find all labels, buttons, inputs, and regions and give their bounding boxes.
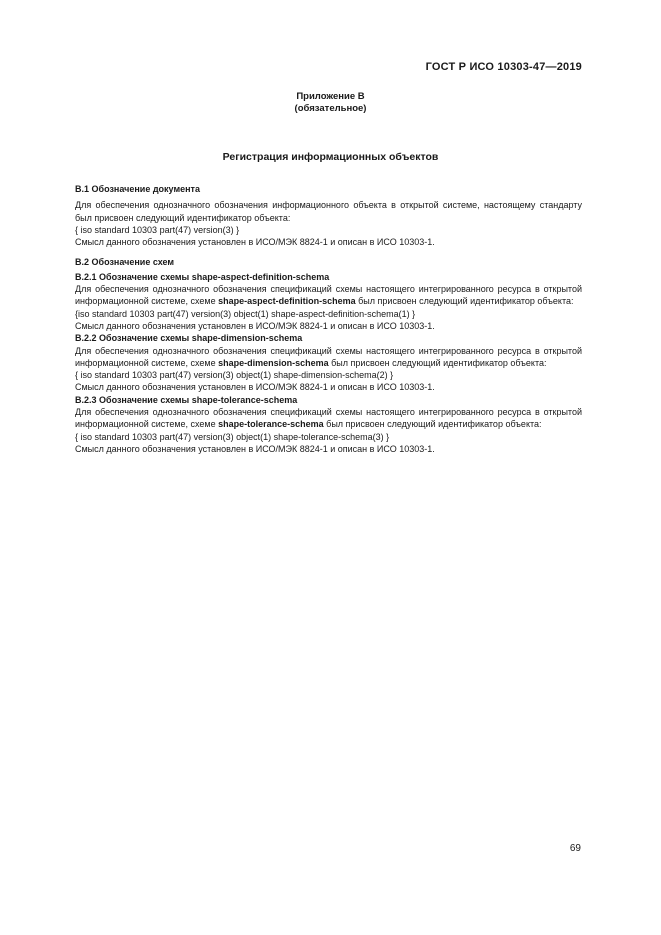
- section-b23-text: [75, 406, 582, 431]
- main-title: Регистрация информационных объектов: [222, 151, 439, 163]
- b23-schema-name: shape-tolerance-schema: [218, 419, 324, 430]
- section-b22-identifier: { iso standard 10303 part(47) version(3) object(1) shape-dimension-schema(2) }: [75, 370, 394, 381]
- b23-text-after: был присвоен следующий идентификатор объекта:: [323, 419, 542, 430]
- section-b21-meaning: Смысл данного обозначения установлен в ИСО/МЭК 8824-1 и описан в ИСО 10303-1.: [75, 320, 435, 331]
- annex-heading: [0, 91, 661, 115]
- section-b23-meaning: Смысл данного обозначения установлен в ИСО/МЭК 8824-1 и описан в ИСО 10303-1.: [75, 443, 435, 454]
- section-b21-identifier: {iso standard 10303 part(47) version(3) object(1) shape-aspect-definition-schema(1) }: [75, 308, 416, 319]
- document-number: ГОСТ Р ИСО 10303-47—2019: [425, 61, 582, 73]
- b23-text-before: Для обеспечения однозначного обозначения спецификаций схемы настоящего интегрированного ресурса в открытой информационной системе, схеме: [75, 407, 582, 430]
- section-b1-heading: B.1 Обозначение документа: [75, 184, 200, 194]
- section-b23-identifier: { iso standard 10303 part(47) version(3) object(1) shape-tolerance-schema(3) }: [75, 431, 390, 442]
- section-b23-heading: B.2.3 Обозначение схемы shape-tolerance-schema: [75, 394, 298, 405]
- section-b22-heading: B.2.2 Обозначение схемы shape-dimension-schema: [75, 333, 303, 344]
- b22-schema-name: shape-dimension-schema: [218, 357, 329, 368]
- section-b22-text: [75, 345, 582, 370]
- section-b22-meaning: Смысл данного обозначения установлен в ИСО/МЭК 8824-1 и описан в ИСО 10303-1.: [75, 382, 435, 393]
- b22-text-after: был присвоен следующий идентификатор объекта:: [328, 357, 547, 368]
- b21-schema-name: shape-aspect-definition-schema: [218, 296, 356, 307]
- section-b1-identifier: { iso standard 10303 part(47) version(3) }: [75, 224, 240, 235]
- section-b1-text: [75, 199, 582, 224]
- b1-text: Для обеспечения однозначного обозначения информационного объекта в открытой системе, настоящему стандарту был присвоен следующий идентификатор объекта:: [75, 200, 582, 223]
- annex-status: (обязательное): [294, 103, 367, 114]
- page-number: 69: [569, 843, 581, 854]
- b22-text-before: Для обеспечения однозначного обозначения спецификаций схемы настоящего интегрированного ресурса в открытой информационной системе, схеме: [75, 345, 582, 368]
- section-b21-text: [75, 283, 582, 308]
- b21-text-before: Для обеспечения однозначного обозначения спецификаций схемы настоящего интегрированного ресурса в открытой информационной системе, схеме: [75, 284, 582, 307]
- document-body: [75, 183, 582, 455]
- section-b1-meaning: Смысл данного обозначения установлен в ИСО/МЭК 8824-1 и описан в ИСО 10303-1.: [75, 237, 435, 248]
- section-b21-heading: B.2.1 Обозначение схемы shape-aspect-definition-schema: [75, 271, 330, 282]
- b21-text-after: был присвоен следующий идентификатор объекта:: [355, 296, 574, 307]
- section-b2-heading: B.2 Обозначение схем: [75, 257, 175, 268]
- annex-title: Приложение B: [296, 91, 365, 102]
